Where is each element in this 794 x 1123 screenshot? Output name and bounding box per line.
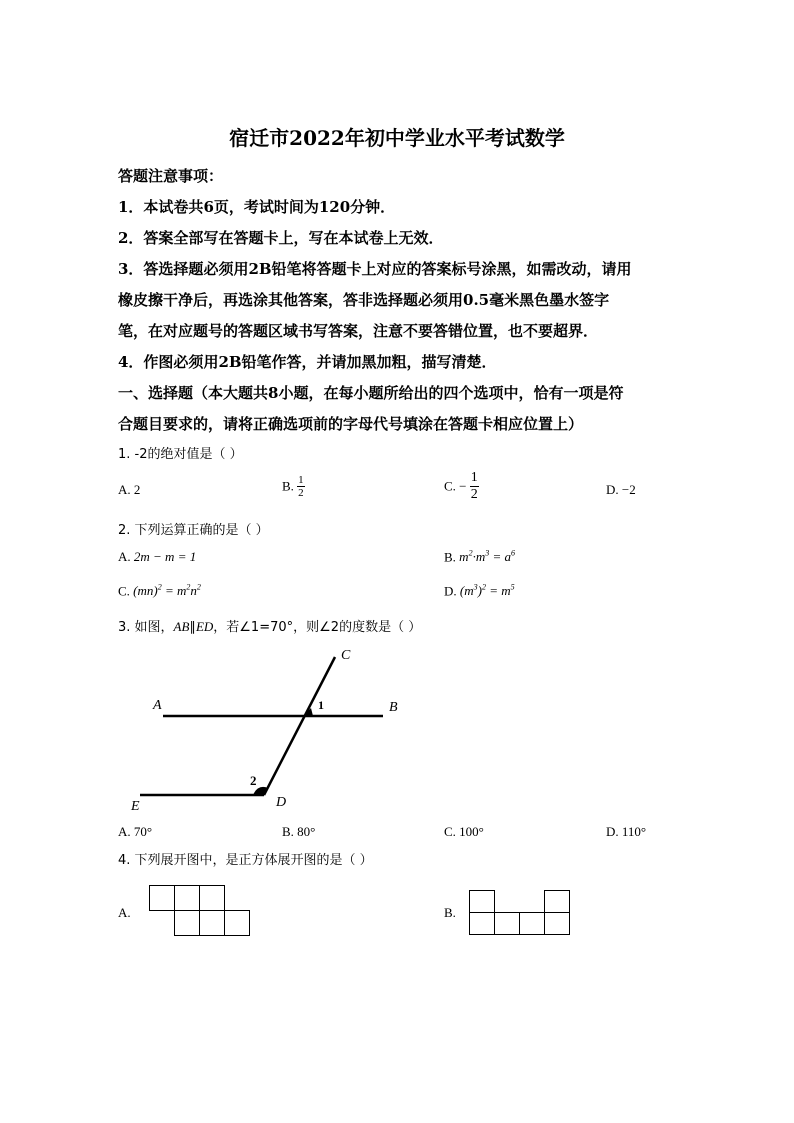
point-a-label: A bbox=[153, 698, 162, 713]
point-e-label: E bbox=[131, 799, 140, 814]
q1-stem: 1. -2的绝对值是（ ） bbox=[118, 447, 243, 462]
q1-option-b: B. $\frac{1}{2}$ bbox=[282, 474, 304, 499]
q1-option-d: D. −2 bbox=[606, 482, 636, 497]
q4-net-a bbox=[145, 883, 255, 938]
q2-option-b: B. $m^2\cdot m^3 = a^6$ bbox=[444, 549, 515, 565]
q1-option-a: A. 2 bbox=[118, 482, 141, 497]
page-title: 宿迁市2022年初中学业水平考试数学 bbox=[229, 126, 565, 150]
q4-option-a: A. bbox=[118, 905, 131, 920]
q1-c-fraction: $\frac{1}{2}$ bbox=[470, 470, 478, 502]
note-line-1: 1．本试卷共6页，考试时间为120分钟． bbox=[118, 198, 396, 216]
q3-option-d: D. 110° bbox=[606, 824, 647, 839]
q3-option-a: A. 70° bbox=[118, 824, 153, 839]
point-b-label: B bbox=[389, 700, 398, 715]
q4-stem: 4. 下列展开图中，是正方体展开图的是（ ） bbox=[118, 853, 373, 868]
q3-stem: 3. 如图，AB∥ED，若∠1=70°，则∠2的度数是（ ） bbox=[118, 619, 422, 635]
point-c-label: C bbox=[341, 648, 351, 663]
angle-2-label: 2 bbox=[250, 773, 257, 788]
q1-b-fraction: $\frac{1}{2}$ bbox=[298, 474, 304, 499]
q2-option-d: D. $(m^3)^2 = m^5$ bbox=[444, 583, 515, 599]
note-line-6: 4．作图必须用2B铅笔作答，并请加黑加粗，描写清楚． bbox=[118, 353, 497, 371]
note-line-2: 2．答案全部写在答题卡上，写在本试卷上无效． bbox=[118, 229, 444, 247]
angle-1-label: 1 bbox=[318, 698, 324, 712]
section-heading-2: 合题目要求的，请将正确选项前的字母代号填涂在答题卡相应位置上） bbox=[118, 415, 584, 433]
q3-option-b: B. 80° bbox=[282, 824, 316, 839]
q2-stem: 2. 下列运算正确的是（ ） bbox=[118, 523, 269, 538]
note-line-5: 笔，在对应题号的答题区域书写答案，注意不要答错位置，也不要超界． bbox=[118, 322, 599, 340]
note-line-3: 3．答选择题必须用2B铅笔将答题卡上对应的答案标号涂黑，如需改动，请用 bbox=[118, 260, 632, 278]
q1-option-c: C. − $\frac{1}{2}$ bbox=[444, 470, 478, 502]
notes-header: 答题注意事项： bbox=[118, 167, 224, 185]
line-cd bbox=[264, 657, 335, 795]
q2-option-a: A. 2m − m = 1 bbox=[118, 549, 197, 564]
q2-option-c: C. $(mn)^2 = m^2n^2$ bbox=[118, 583, 201, 599]
q3-option-c: C. 100° bbox=[444, 824, 484, 839]
q4-option-b: B. bbox=[444, 905, 456, 920]
note-line-4: 橡皮擦干净后，再选涂其他答案，答非选择题必须用0.5毫米黑色墨水签字 bbox=[118, 291, 610, 309]
section-heading-1: 一、选择题（本大题共8小题，在每小题所给出的四个选项中，恰有一项是符 bbox=[118, 384, 624, 402]
q4-net-b bbox=[466, 888, 576, 938]
point-d-label: D bbox=[276, 795, 287, 810]
